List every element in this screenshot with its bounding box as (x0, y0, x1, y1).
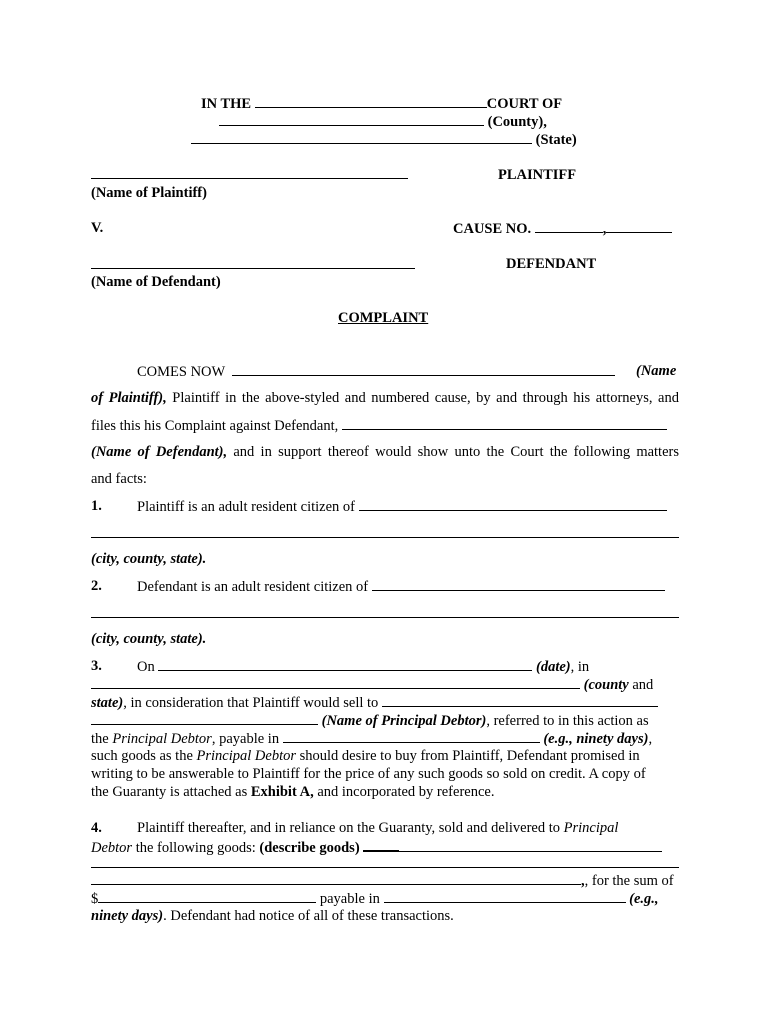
document-title: COMPLAINT (338, 310, 429, 326)
para3-ninety-days-hint: (e.g., ninety days) (543, 731, 649, 747)
court-caption-line-3 (191, 130, 577, 149)
para3-buyer-blank (382, 693, 658, 707)
county-blank (219, 112, 484, 126)
cause-comma: , (602, 221, 607, 237)
para4-line-1 (137, 819, 618, 837)
name-of-plaintiff-label: (Name of Plaintiff) (91, 185, 207, 201)
intro-name-italic: (Name (636, 363, 677, 379)
para4-line-4 (91, 871, 674, 890)
intro-name-of-defendant: (Name of Defendant), (91, 444, 228, 460)
para1-residence-blank (359, 497, 667, 511)
para3-line-6-a: such goods as the (91, 748, 197, 764)
para3-line-5 (91, 729, 652, 748)
court-name-blank (255, 94, 487, 108)
para1-line-1 (137, 497, 667, 516)
para3-line-7: writing to be answerable to Plaintiff for the price of any such goods so sold on credit. A copy of (91, 766, 646, 782)
state-blank (191, 130, 532, 144)
court-caption-line-2 (219, 112, 547, 131)
para2-residence-blank (372, 577, 665, 591)
intro-line-5: and facts: (91, 471, 147, 487)
para4-notice-text: . Defendant had notice of all of these transactions. (163, 908, 454, 924)
para3-number: 3. (91, 658, 102, 674)
para3-county-hint: (county (583, 677, 629, 693)
para4-goods-line (91, 867, 679, 868)
para3-county-blank (91, 675, 580, 689)
para3-line-8-b: and incorporated by reference. (313, 784, 495, 800)
para1-number: 1. (91, 498, 102, 514)
para3-principal-debtor-blank (91, 711, 318, 725)
para3-line-1 (137, 657, 589, 676)
para3-payable-text: , payable in (211, 731, 280, 747)
para3-line-3 (91, 693, 658, 712)
intro-line-3 (91, 416, 667, 435)
para4-goods-blank (399, 838, 662, 852)
para4-line-5 (91, 889, 659, 908)
county-label: (County), (487, 114, 547, 130)
para4-amount-blank (98, 889, 316, 903)
intro-line-4 (91, 443, 679, 461)
para3-date-blank (158, 657, 532, 671)
intro-line-2 (91, 389, 679, 407)
intro-line-2-text: Plaintiff in the above-styled and numbered cause, by and through his attorneys, and (166, 390, 679, 406)
para3-on-text: On (137, 659, 155, 675)
intro-line-4-text: and in support thereof would show unto the Court the following matters (227, 444, 679, 460)
plaintiff-label: PLAINTIFF (498, 167, 577, 183)
para4-line-2 (91, 837, 662, 857)
para3-consideration-text: , in consideration that Plaintiff would sell to (123, 695, 379, 711)
para4-number: 4. (91, 820, 102, 836)
para4-principal-term: Principal (563, 820, 619, 836)
name-of-defendant-label: (Name of Defendant) (91, 274, 221, 290)
comes-now-text: COMES NOW (137, 364, 225, 380)
cause-no-label: CAUSE NO. (453, 221, 532, 237)
para4-eg-hint: (e.g., (629, 891, 659, 907)
para4-line-6 (91, 907, 454, 925)
para4-dollar-sign: $ (91, 891, 99, 907)
para3-line-8-a: the Guaranty is attached as (91, 784, 251, 800)
para3-comma: , (648, 731, 653, 747)
court-caption-line-1 (201, 94, 562, 113)
defendant-name-line (91, 268, 415, 269)
para3-line-2 (91, 675, 653, 694)
para2-location-hint: (city, county, state). (91, 631, 207, 647)
para4-goods-blank-2 (91, 871, 581, 885)
para3-the-text: the (91, 731, 113, 747)
para4-bold-comma: , (581, 873, 585, 889)
court-of-label: COURT OF (486, 96, 563, 112)
para1-location-hint: (city, county, state). (91, 551, 207, 567)
plaintiff-name-line (91, 178, 408, 179)
cause-number (453, 219, 672, 238)
para3-line-6 (91, 747, 640, 765)
defendant-label: DEFENDANT (506, 256, 597, 272)
para3-principal-debtor-hint: (Name of Principal Debtor) (321, 713, 487, 729)
para4-debtor-term: Debtor (91, 840, 133, 856)
para4-payable-text: payable in (316, 891, 384, 907)
para3-line-4 (91, 711, 649, 730)
cause-number-blank-2 (606, 219, 672, 233)
cause-number-blank-1 (535, 219, 603, 233)
para4-for-sum-text: , for the sum of (584, 873, 674, 889)
para1-blank-line (91, 537, 679, 538)
para3-state-hint: state) (91, 695, 124, 711)
plaintiff-intro-blank (232, 362, 615, 376)
para4-text-1: Plaintiff thereafter, and in reliance on the Guaranty, sold and delivered to (137, 820, 564, 836)
para3-in-text: , in (570, 659, 590, 675)
para3-principal-debtor-term: Principal Debtor (112, 731, 212, 747)
state-label: (State) (535, 132, 577, 148)
in-the-label: IN THE (201, 96, 252, 112)
para1-text: Plaintiff is an adult resident citizen of (137, 499, 355, 515)
para3-line-6-b: should desire to buy from Plaintiff, Defendant promised in (296, 748, 640, 764)
versus-label: V. (91, 220, 104, 236)
para3-term-blank (283, 729, 540, 743)
para4-ninety-days-hint: ninety days) (91, 908, 164, 924)
intro-line-1 (137, 362, 615, 381)
para3-line-8 (91, 783, 494, 801)
para4-describe-hint: (describe goods) (259, 840, 360, 856)
para3-referred-text: , referred to in this action as (486, 713, 649, 729)
intro-line-3-text: files this his Complaint against Defendant, (91, 418, 339, 434)
para2-blank-line (91, 617, 679, 618)
defendant-intro-blank (342, 416, 667, 430)
para3-date-hint: (date) (535, 659, 571, 675)
of-plaintiff-text: of Plaintiff), (91, 390, 167, 406)
para3-line-6-principal-debtor: Principal Debtor (196, 748, 296, 764)
para4-following-text: the following goods: (132, 840, 260, 856)
para3-and-text: and (628, 677, 654, 693)
para3-exhibit-a: Exhibit A, (250, 784, 314, 800)
para4-term-blank (384, 889, 626, 903)
para2-text: Defendant is an adult resident citizen of (137, 579, 369, 595)
para2-number: 2. (91, 578, 102, 594)
para2-line-1 (137, 577, 665, 596)
para4-goods-blank-short (363, 837, 399, 852)
